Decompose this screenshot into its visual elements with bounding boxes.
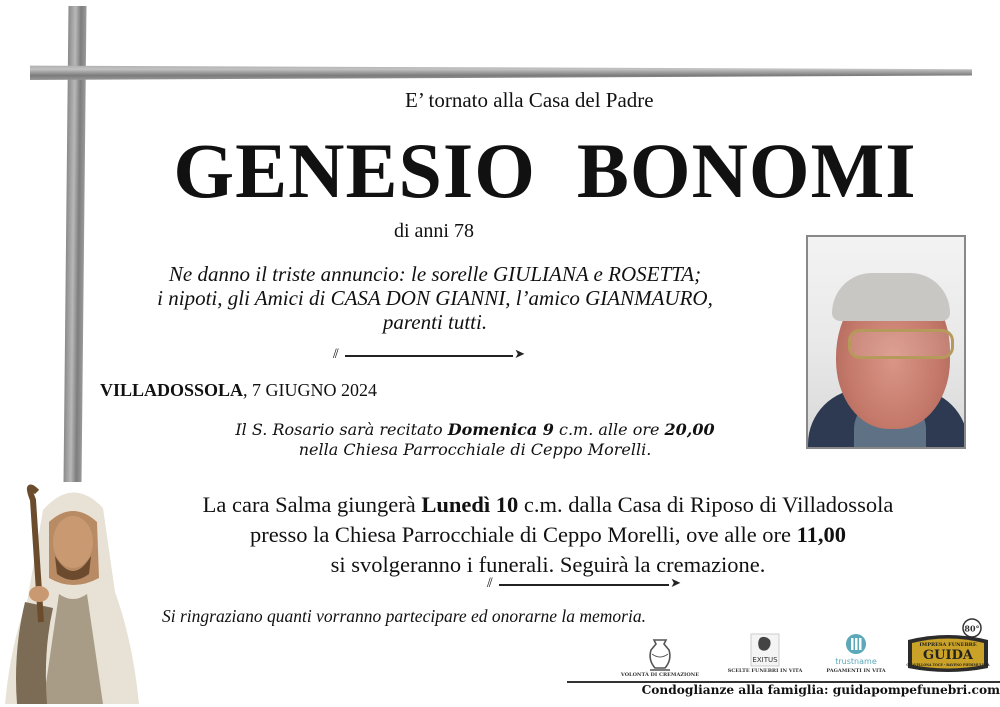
rosary-notice: Il S. Rosario sarà recitato Domenica 9 c.m. alle ore 20,00 nella Chiesa Parrocchiale di Ceppo Morelli. xyxy=(235,420,715,459)
svg-text:IMPRESA FUNEBRE: IMPRESA FUNEBRE xyxy=(919,642,977,648)
rosary-time: 20,00 xyxy=(664,420,715,439)
intro-line: E’ tornato alla Casa del Padre xyxy=(405,88,654,112)
trustname-icon xyxy=(834,632,878,668)
funeral-notice: La cara Salma giungerà Lunedì 10 c.m. dalla Casa di Riposo di Villadossola presso la Chiesa Parrocchiale di Ceppo Morelli, ove alle ore 11,00 si svolgeranno i funerali. Seguirà la cremazione. xyxy=(202,492,894,577)
urn-icon xyxy=(640,636,680,672)
logo-caption: PAGAMENTI IN VITA xyxy=(826,668,886,674)
arrow-head-icon: ➤ xyxy=(670,575,681,590)
svg-text:EXITUS: EXITUS xyxy=(752,656,778,664)
ornament-divider xyxy=(487,575,681,590)
funeral-time: 11,00 xyxy=(796,522,847,547)
svg-text:trustname: trustname xyxy=(835,657,877,666)
exitus-icon xyxy=(745,632,785,668)
ornament-divider xyxy=(333,346,525,361)
arrow-tail-icon: ⫽ xyxy=(487,575,493,590)
logo-caption: VOLONTÀ DI CREMAZIONE xyxy=(620,672,700,678)
announcement xyxy=(100,262,770,334)
guida-badge-icon xyxy=(902,618,994,676)
logo-exitus xyxy=(718,632,812,674)
logo-guida xyxy=(902,618,994,676)
logo-trustname xyxy=(818,632,894,674)
announcement-line: i nipoti, gli Amici di CASA DON GIANNI, l’amico GIANMAURO, xyxy=(157,286,713,310)
rosary-day: Domenica 9 xyxy=(447,420,554,439)
logo-cremation xyxy=(612,636,708,678)
age-line: di anni 78 xyxy=(394,220,474,242)
announcement-line: Ne danno il triste annuncio: le sorelle GIULIANA e ROSETTA; xyxy=(168,262,702,286)
portrait-photo xyxy=(806,235,966,449)
logo-caption: SCELTE FUNEBRI IN VITA xyxy=(727,668,803,674)
place-name: VILLADOSSOLA xyxy=(100,380,244,400)
svg-text:GRAVELLONA TOCE - BAVENO PIEDI: GRAVELLONA TOCE - BAVENO PIEDIMULERA xyxy=(906,663,990,667)
arrow-tail-icon: ⫽ xyxy=(333,346,339,361)
place-date xyxy=(100,380,377,401)
svg-text:80°: 80° xyxy=(964,623,980,634)
announcement-line: parenti tutti. xyxy=(382,310,488,334)
sponsor-logos xyxy=(612,618,998,680)
condolences-footer: Condoglianze alla famiglia: guidapompefunebri.com xyxy=(641,683,1000,697)
death-date: , 7 GIUGNO 2024 xyxy=(243,380,378,400)
cross-horizontal-beam xyxy=(30,62,972,80)
deceased-name: GENESIO BONOMI xyxy=(173,127,917,214)
arrow-head-icon: ➤ xyxy=(514,346,525,361)
svg-text:GUIDA: GUIDA xyxy=(923,648,973,663)
thanks-line: Si ringraziano quanti vorranno partecipare ed onorarne la memoria. xyxy=(162,606,646,626)
funeral-day: Lunedì 10 xyxy=(421,492,519,517)
